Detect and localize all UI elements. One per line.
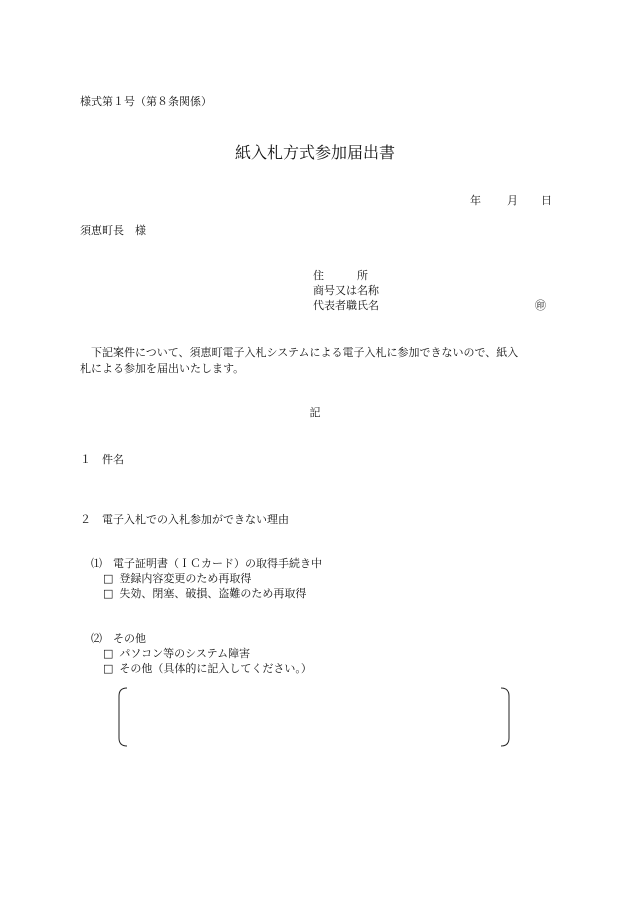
address-label: 住 所 [313, 269, 368, 282]
free-text-bracket[interactable] [118, 686, 510, 748]
date-year-label: 年 [470, 194, 481, 207]
date-month-label: 月 [507, 194, 518, 207]
ki-heading: 記 [309, 406, 321, 419]
checkbox[interactable]: □ [103, 647, 114, 660]
trade-name-label: 商号又は名称 [313, 284, 379, 297]
left-bracket [119, 688, 127, 746]
option-label: その他（具体的に記入してください。） [119, 662, 312, 675]
right-bracket [501, 688, 509, 746]
form-number: 様式第１号（第８条関係） [80, 95, 212, 108]
representative-label: 代表者職氏名 [313, 299, 379, 312]
section-1-item-name: １ 件名 [80, 453, 124, 466]
checkbox[interactable]: □ [103, 587, 114, 600]
seal-mark: ㊞ [535, 299, 546, 312]
section-2-reason: ２ 電子入札での入札参加ができない理由 [80, 513, 289, 526]
reason-2-option-2 [103, 663, 312, 674]
body-text-line-1: 下記案件について、須恵町電子入札システムによる電子入札に参加できないので、紙入 [80, 346, 519, 359]
date-day-label: 日 [541, 194, 552, 207]
addressee: 須恵町長 様 [80, 224, 146, 237]
document-title: 紙入札方式参加届出書 [234, 143, 395, 162]
checkbox[interactable]: □ [103, 572, 114, 585]
reason-2-option-1 [103, 648, 250, 659]
reason-2-heading: ⑵ その他 [91, 632, 146, 645]
body-text-line-2: 札による参加を届出いたします。 [80, 362, 245, 375]
checkbox[interactable]: □ [103, 662, 114, 675]
reason-1-option-2 [103, 588, 306, 599]
option-label: 登録内容変更のため再取得 [119, 572, 252, 585]
reason-1-heading: ⑴ 電子証明書（ＩＣカード）の取得手続き中 [91, 557, 322, 570]
reason-1-option-1 [103, 573, 251, 584]
option-label: パソコン等のシステム障害 [119, 647, 251, 660]
option-label: 失効、閉塞、破損、盗難のため再取得 [119, 587, 307, 600]
